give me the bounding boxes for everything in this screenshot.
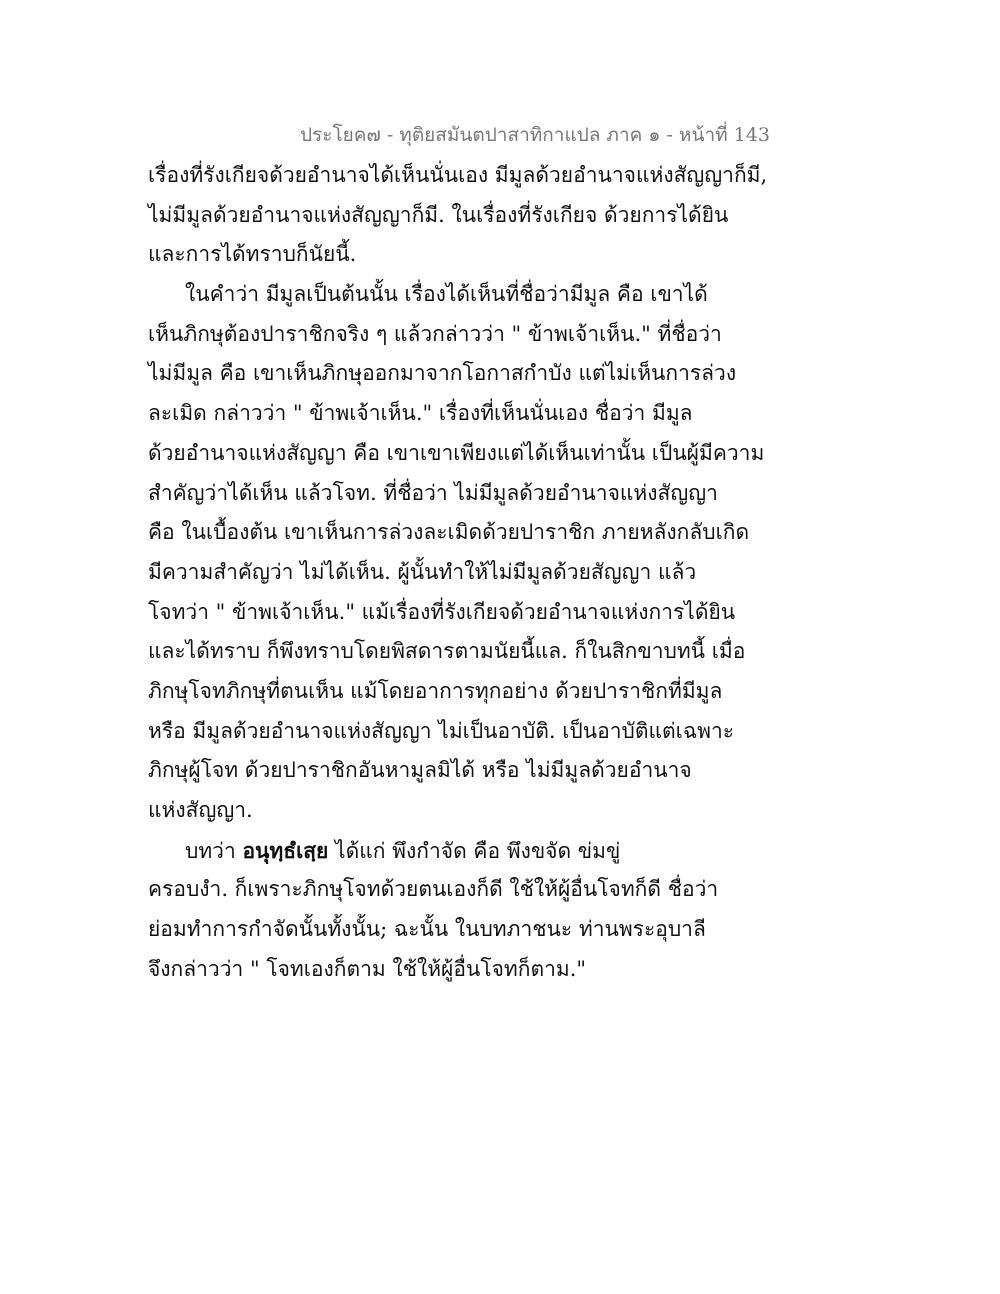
- text-line: ภิกษุผู้โจท ด้วยปาราชิกอันหามูลมิได้ หรือ ไม่มีมูลด้วยอำนาจ: [148, 758, 692, 783]
- text-line: แห่งสัญญา.: [148, 798, 253, 822]
- text-line: และการได้ทราบก็นัยนี้.: [148, 242, 357, 267]
- text-line: โจทว่า " ข้าพเจ้าเห็น." แม้เรื่องที่รังเกียจด้วยอำนาจแห่งการได้ยิน: [148, 599, 736, 624]
- body-text: [148, 156, 768, 989]
- text-line: ด้วยอำนาจแห่งสัญญา คือ เขาเขาเพียงแต่ได้เห็นเท่านั้น เป็นผู้มีความ: [148, 440, 765, 465]
- page-header: ประโยค๗ - ทุติยสมันตปาสาทิกาแปล ภาค ๑ - หน้าที่ 143: [300, 124, 770, 146]
- text-line: ไม่มีมูลด้วยอำนาจแห่งสัญญาก็มี. ในเรื่องที่รังเกียจ ด้วยการได้ยิน: [148, 202, 729, 227]
- text-line: จึงกล่าวว่า " โจทเองก็ตาม ใช้ให้ผู้อื่นโจทก็ตาม.": [148, 956, 587, 981]
- text-run: บทว่า: [185, 838, 243, 863]
- text-line: มีความสำคัญว่า ไม่ได้เห็น. ผู้นั้นทำให้ไม่มีมูลด้วยสัญญา แล้ว: [148, 559, 697, 584]
- text-line: เห็นภิกษุต้องปาราชิกจริง ๆ แล้วกล่าวว่า " ข้าพเจ้าเห็น." ที่ชื่อว่า: [148, 321, 722, 346]
- text-line: สำคัญว่าได้เห็น แล้วโจท. ที่ชื่อว่า ไม่มีมูลด้วยอำนาจแห่งสัญญา: [148, 480, 718, 505]
- text-line: และได้ทราบ ก็พึงทราบโดยพิสดารตามนัยนี้แล. ก็ในสิกขาบทนี้ เมื่อ: [148, 639, 746, 664]
- text-run: ได้แก่ พึงกำจัด คือ พึงขจัด ข่มขู่: [328, 838, 621, 863]
- paragraph-3-first-line: [148, 831, 708, 871]
- text-line: ไม่มีมูล คือ เขาเห็นภิกษุออกมาจากโอกาสกำบัง แต่ไม่เห็นการล่วง: [148, 361, 737, 386]
- text-line: เรื่องที่รังเกียจด้วยอำนาจได้เห็นนั่นเอง มีมูลด้วยอำนาจแห่งสัญญาก็มี,: [148, 163, 768, 187]
- text-line: ย่อมทำการกำจัดนั้นทั้งนั้น; ฉะนั้น ในบทภาชนะ ท่านพระอุบาลี: [148, 917, 706, 942]
- text-line: คือ ในเบื้องต้น เขาเห็นการล่วงละเมิดด้วยปาราชิก ภายหลังกลับเกิด: [148, 520, 750, 545]
- text-line: ครอบงำ. ก็เพราะภิกษุโจทด้วยตนเองก็ดี ใช้ให้ผู้อื่นโจทก็ดี ชื่อว่า: [148, 877, 719, 902]
- text-line: ในคำว่า มีมูลเป็นต้นนั้น เรื่องได้เห็นที่ชื่อว่ามีมูล คือ เขาได้: [185, 282, 708, 307]
- text-line: หรือ มีมูลด้วยอำนาจแห่งสัญญา ไม่เป็นอาบัติ. เป็นอาบัติแต่เฉพาะ: [148, 718, 735, 743]
- text-line: ละเมิด กล่าวว่า " ข้าพเจ้าเห็น." เรื่องที่เห็นนั่นเอง ชื่อว่า มีมูล: [148, 401, 693, 426]
- bold-term: อนุทฺธํเสฺย: [242, 837, 329, 863]
- text-line: ภิกษุโจทภิกษุที่ตนเห็น แม้โดยอาการทุกอย่าง ด้วยปาราชิกที่มีมูล: [148, 678, 723, 703]
